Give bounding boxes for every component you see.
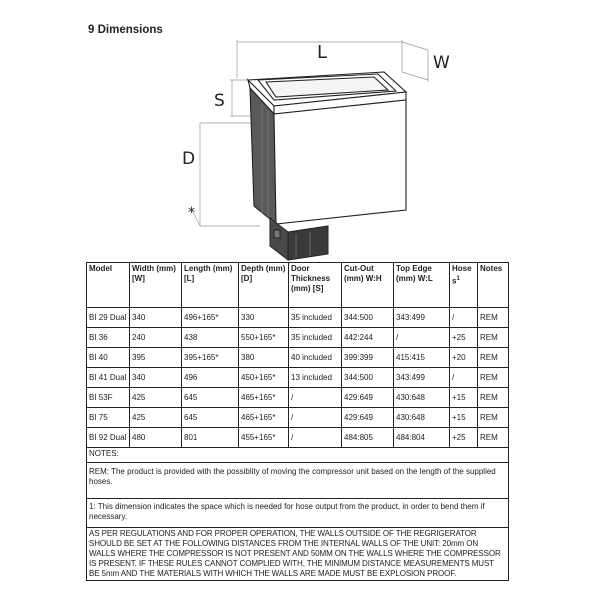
cell-length: 496 [182, 368, 239, 388]
cell-model: BI 29 Dual [87, 308, 130, 328]
cell-length: 645 [182, 408, 239, 428]
cell-hoses: +15 [450, 388, 478, 408]
cell-hoses: +15 [450, 408, 478, 428]
cell-depth: 380 [239, 348, 289, 368]
header-model: Model [87, 263, 130, 308]
cell-cutout: 344:500 [342, 368, 394, 388]
notes-row [87, 499, 509, 528]
label-w: W [433, 53, 450, 73]
header-depth: Depth (mm) [D] [239, 263, 289, 308]
cell-model: BI 75 [87, 408, 130, 428]
cell-width: 240 [130, 328, 182, 348]
note-hoses: 1: This dimension indicates the space which is needed for hose output from the product, in order to bend them if necessary. [87, 499, 509, 528]
cell-depth: 465+165* [239, 388, 289, 408]
header-cutout: Cut-Out (mm) W:H [342, 263, 394, 308]
cell-model: BI 41 Dual [87, 368, 130, 388]
notes-row [87, 448, 509, 463]
section-heading: 9 Dimensions [88, 24, 163, 36]
table-row [87, 308, 509, 328]
cell-model: BI 40 [87, 348, 130, 368]
header-door: Door Thickness (mm) [S] [289, 263, 342, 308]
cell-notes: REM [478, 328, 509, 348]
cell-cutout: 399:399 [342, 348, 394, 368]
label-l: L [316, 42, 328, 63]
notes-row [87, 528, 509, 581]
cell-topedge: 430:648 [394, 408, 450, 428]
table-row [87, 328, 509, 348]
note-rem: REM: The product is provided with the possiblity of moving the compressor unit based on the length of the supplied hoses. [87, 463, 509, 499]
cell-depth: 330 [239, 308, 289, 328]
cell-width: 340 [130, 368, 182, 388]
notes-row [87, 463, 509, 499]
header-topedge: Top Edge (mm) W:L [394, 263, 450, 308]
cell-notes: REM [478, 388, 509, 408]
header-width: Width (mm) [W] [130, 263, 182, 308]
cell-cutout: 429:649 [342, 388, 394, 408]
cell-model: BI 53F [87, 388, 130, 408]
cell-notes: REM [478, 408, 509, 428]
cell-hoses: +20 [450, 348, 478, 368]
table-header-row [87, 263, 509, 308]
note-regulations: AS PER REGULATIONS AND FOR PROPER OPERATION, THE WALLS OUTSIDE OF THE REGRIGERATOR SHOULD BE SET AT THE FOLLOWING DISTANCES FROM THE INTERNAL WALLS OF THE UNIT: 20mm ON WALLS WHERE THE COMPRESSOR IS NOT PRESENT AND 50MM ON THE WALLS WHERE THE COMPRESSOR IS PRESENT. IF THESE RULES CANNOT COMPLIED WITH, THE MINIMUM DISTANCE MEASUREMENTS MUST BE 5mm AND THE MATERIALS WITH WHICH THE WALLS ARE MADE MUST BE EXPLOSION PROOF. [87, 528, 509, 581]
cell-topedge: 430:648 [394, 388, 450, 408]
cell-notes: REM [478, 348, 509, 368]
dimensions-table [86, 262, 509, 581]
cell-cutout: 344:500 [342, 308, 394, 328]
fridge-dimension-diagram [170, 28, 470, 268]
cell-hoses: / [450, 308, 478, 328]
cell-width: 425 [130, 388, 182, 408]
cell-topedge: 484:804 [394, 428, 450, 448]
table-row [87, 408, 509, 428]
table-row [87, 368, 509, 388]
cell-topedge: / [394, 328, 450, 348]
cell-door: / [289, 428, 342, 448]
table-row [87, 428, 509, 448]
cell-depth: 550+165* [239, 328, 289, 348]
cell-hoses: / [450, 368, 478, 388]
cell-hoses: +25 [450, 428, 478, 448]
cell-hoses: +25 [450, 328, 478, 348]
cell-width: 340 [130, 308, 182, 328]
header-hoses: Hoses$^1$ [450, 263, 478, 308]
cell-door: 35 included [289, 308, 342, 328]
cell-notes: REM [478, 428, 509, 448]
label-star: * [188, 205, 195, 221]
cell-door: / [289, 388, 342, 408]
cell-door: 35 included [289, 328, 342, 348]
cell-notes: REM [478, 308, 509, 328]
cell-length: 645 [182, 388, 239, 408]
cell-topedge: 343:499 [394, 308, 450, 328]
label-s: S [214, 91, 225, 111]
notes-heading: NOTES: [87, 448, 509, 463]
cell-notes: REM [478, 368, 509, 388]
cell-length: 395+165* [182, 348, 239, 368]
cell-length: 801 [182, 428, 239, 448]
cell-door: / [289, 408, 342, 428]
cell-depth: 450+165* [239, 368, 289, 388]
cell-cutout: 442:244 [342, 328, 394, 348]
cell-door: 13 included [289, 368, 342, 388]
cell-cutout: 484:805 [342, 428, 394, 448]
label-d: D [182, 149, 196, 169]
table-row [87, 348, 509, 368]
cell-topedge: 343:499 [394, 368, 450, 388]
cell-width: 480 [130, 428, 182, 448]
body-front [274, 100, 406, 224]
header-notes: Notes [478, 263, 509, 308]
table-row [87, 388, 509, 408]
cell-model: BI 36 [87, 328, 130, 348]
cell-model: BI 92 Dual [87, 428, 130, 448]
cell-topedge: 415:415 [394, 348, 450, 368]
cell-length: 496+165* [182, 308, 239, 328]
cell-width: 395 [130, 348, 182, 368]
cell-length: 438 [182, 328, 239, 348]
cell-cutout: 429:649 [342, 408, 394, 428]
cell-depth: 455+165* [239, 428, 289, 448]
cell-door: 40 included [289, 348, 342, 368]
cell-width: 425 [130, 408, 182, 428]
cell-depth: 465+165* [239, 408, 289, 428]
header-length: Length (mm) [L] [182, 263, 239, 308]
